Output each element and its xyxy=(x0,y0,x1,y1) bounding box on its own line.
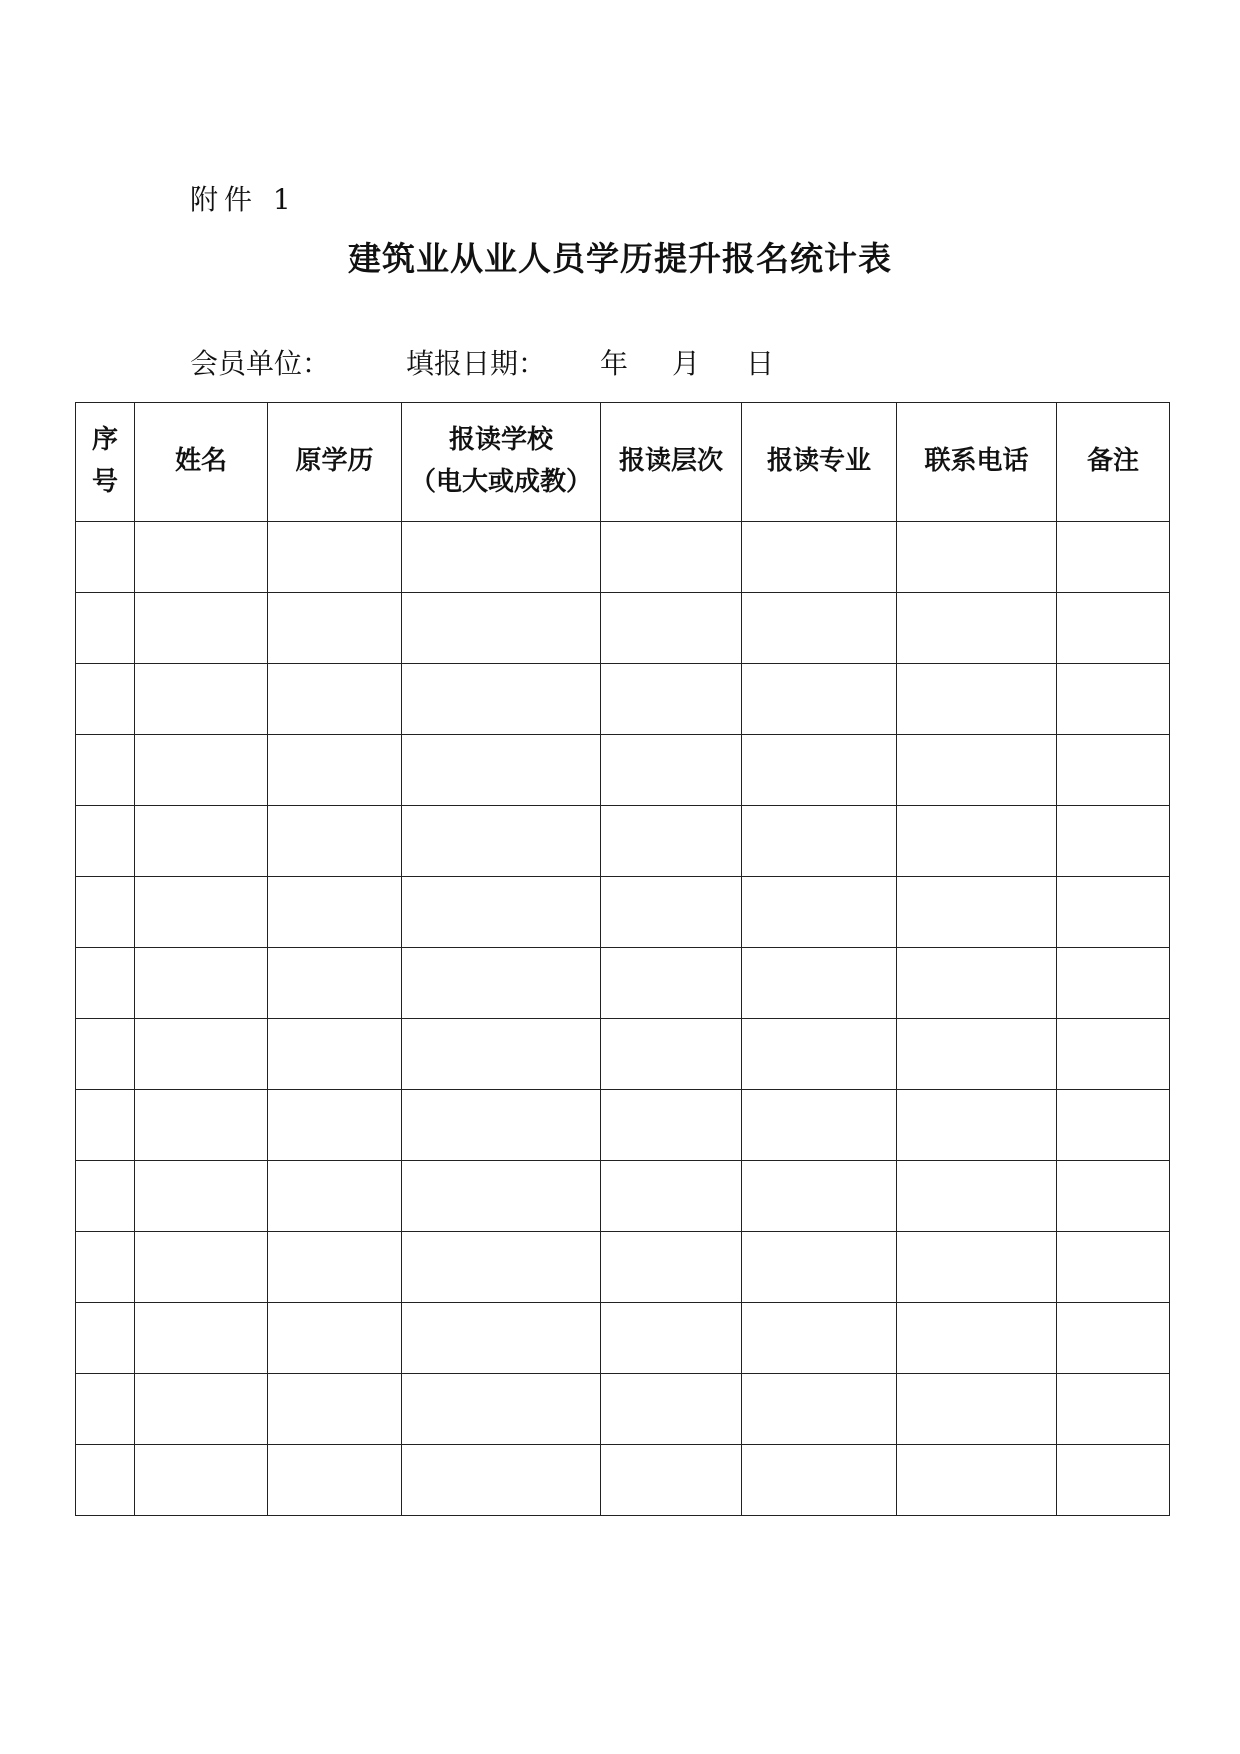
cell-school xyxy=(402,1090,601,1161)
cell-school xyxy=(402,1374,601,1445)
cell-name xyxy=(135,1303,268,1374)
cell-original-education xyxy=(268,948,402,1019)
col-header-remarks xyxy=(1057,403,1170,522)
col-header-name xyxy=(135,403,268,522)
cell-level xyxy=(601,806,742,877)
cell-phone xyxy=(897,1232,1057,1303)
cell-original-education xyxy=(268,664,402,735)
cell-serial xyxy=(76,522,135,593)
cell-major xyxy=(742,948,897,1019)
cell-school xyxy=(402,1303,601,1374)
cell-remarks xyxy=(1057,1303,1170,1374)
cell-phone xyxy=(897,948,1057,1019)
cell-major xyxy=(742,735,897,806)
col-header-remarks-label: 备注 xyxy=(1086,446,1139,477)
table-row xyxy=(76,948,1170,1019)
cell-remarks xyxy=(1057,1161,1170,1232)
cell-phone xyxy=(897,877,1057,948)
cell-serial xyxy=(76,877,135,948)
cell-major xyxy=(742,522,897,593)
cell-major xyxy=(742,1090,897,1161)
table-row xyxy=(76,1161,1170,1232)
registration-table xyxy=(75,402,1170,1516)
col-header-major xyxy=(742,403,897,522)
cell-name xyxy=(135,1019,268,1090)
cell-phone xyxy=(897,1019,1057,1090)
table-row xyxy=(76,1445,1170,1516)
col-header-major-label: 报读专业 xyxy=(766,446,871,477)
cell-remarks xyxy=(1057,948,1170,1019)
cell-name xyxy=(135,1161,268,1232)
cell-school xyxy=(402,877,601,948)
cell-level xyxy=(601,877,742,948)
cell-level xyxy=(601,1445,742,1516)
cell-name xyxy=(135,735,268,806)
cell-name xyxy=(135,1090,268,1161)
cell-phone xyxy=(897,806,1057,877)
cell-remarks xyxy=(1057,593,1170,664)
cell-serial xyxy=(76,1090,135,1161)
cell-school xyxy=(402,664,601,735)
cell-name xyxy=(135,806,268,877)
cell-phone xyxy=(897,1161,1057,1232)
col-header-school-line1: 报读学校 xyxy=(448,425,553,456)
cell-school xyxy=(402,522,601,593)
table-row xyxy=(76,877,1170,948)
table-row xyxy=(76,522,1170,593)
cell-level xyxy=(601,1161,742,1232)
cell-school xyxy=(402,1232,601,1303)
cell-name xyxy=(135,1445,268,1516)
cell-school xyxy=(402,806,601,877)
table-row xyxy=(76,806,1170,877)
cell-level xyxy=(601,593,742,664)
cell-school xyxy=(402,948,601,1019)
col-header-level xyxy=(601,403,742,522)
table-row xyxy=(76,1090,1170,1161)
cell-level xyxy=(601,1090,742,1161)
cell-remarks xyxy=(1057,1090,1170,1161)
col-header-serial xyxy=(76,403,135,522)
cell-serial xyxy=(76,1445,135,1516)
table-header-row xyxy=(76,403,1170,522)
cell-serial xyxy=(76,1303,135,1374)
cell-serial xyxy=(76,1374,135,1445)
cell-name xyxy=(135,1374,268,1445)
cell-original-education xyxy=(268,1019,402,1090)
cell-school xyxy=(402,1445,601,1516)
cell-major xyxy=(742,1303,897,1374)
cell-original-education xyxy=(268,1090,402,1161)
cell-phone xyxy=(897,1303,1057,1374)
fill-date-label: 填报日期： xyxy=(406,347,547,380)
col-header-school-line2: （电大或成教） xyxy=(409,467,592,497)
month-label: 月 xyxy=(672,347,701,380)
cell-original-education xyxy=(268,593,402,664)
col-header-phone xyxy=(897,403,1057,522)
col-header-school xyxy=(402,403,601,522)
cell-major xyxy=(742,1374,897,1445)
cell-original-education xyxy=(268,1232,402,1303)
table-row xyxy=(76,1232,1170,1303)
table-row xyxy=(76,1374,1170,1445)
cell-major xyxy=(742,1445,897,1516)
cell-name xyxy=(135,877,268,948)
cell-serial xyxy=(76,1161,135,1232)
col-header-serial-line1: 序 xyxy=(91,425,118,456)
cell-major xyxy=(742,806,897,877)
cell-level xyxy=(601,1232,742,1303)
cell-level xyxy=(601,1303,742,1374)
cell-remarks xyxy=(1057,1232,1170,1303)
cell-phone xyxy=(897,593,1057,664)
cell-original-education xyxy=(268,1303,402,1374)
cell-phone xyxy=(897,664,1057,735)
cell-serial xyxy=(76,806,135,877)
col-header-original-education-label: 原学历 xyxy=(295,446,374,477)
cell-level xyxy=(601,664,742,735)
cell-major xyxy=(742,1019,897,1090)
cell-phone xyxy=(897,522,1057,593)
cell-name xyxy=(135,1232,268,1303)
cell-remarks xyxy=(1057,735,1170,806)
cell-remarks xyxy=(1057,806,1170,877)
cell-remarks xyxy=(1057,877,1170,948)
cell-level xyxy=(601,1019,742,1090)
cell-original-education xyxy=(268,522,402,593)
cell-school xyxy=(402,1161,601,1232)
cell-original-education xyxy=(268,877,402,948)
cell-remarks xyxy=(1057,1019,1170,1090)
cell-level xyxy=(601,948,742,1019)
col-header-serial-line2: 号 xyxy=(91,467,118,497)
table-row xyxy=(76,735,1170,806)
cell-school xyxy=(402,1019,601,1090)
cell-phone xyxy=(897,1374,1057,1445)
cell-major xyxy=(742,1232,897,1303)
table-row xyxy=(76,1303,1170,1374)
cell-original-education xyxy=(268,735,402,806)
member-unit-label: 会员单位： xyxy=(190,347,331,380)
page-title: 建筑业从业人员学历提升报名统计表 xyxy=(348,239,892,278)
table-row xyxy=(76,1019,1170,1090)
table-row xyxy=(76,664,1170,735)
cell-major xyxy=(742,877,897,948)
cell-serial xyxy=(76,593,135,664)
cell-major xyxy=(742,664,897,735)
form-info-line xyxy=(190,342,890,382)
cell-remarks xyxy=(1057,1445,1170,1516)
cell-level xyxy=(601,735,742,806)
cell-original-education xyxy=(268,1445,402,1516)
cell-serial xyxy=(76,1019,135,1090)
cell-name xyxy=(135,948,268,1019)
cell-remarks xyxy=(1057,1374,1170,1445)
cell-serial xyxy=(76,735,135,806)
cell-school xyxy=(402,593,601,664)
cell-original-education xyxy=(268,1161,402,1232)
col-header-level-label: 报读层次 xyxy=(618,446,723,477)
cell-name xyxy=(135,522,268,593)
cell-major xyxy=(742,1161,897,1232)
cell-phone xyxy=(897,1090,1057,1161)
cell-original-education xyxy=(268,1374,402,1445)
cell-serial xyxy=(76,1232,135,1303)
table-body xyxy=(76,522,1170,1516)
year-label: 年 xyxy=(600,347,629,380)
attachment-label: 附件 1 xyxy=(190,183,297,216)
table-row xyxy=(76,593,1170,664)
col-header-phone-label: 联系电话 xyxy=(924,446,1029,477)
cell-remarks xyxy=(1057,522,1170,593)
cell-serial xyxy=(76,664,135,735)
cell-remarks xyxy=(1057,664,1170,735)
cell-name xyxy=(135,593,268,664)
col-header-original-education xyxy=(268,403,402,522)
col-header-name-label: 姓名 xyxy=(174,446,227,477)
day-label: 日 xyxy=(746,347,775,380)
cell-school xyxy=(402,735,601,806)
cell-name xyxy=(135,664,268,735)
cell-original-education xyxy=(268,806,402,877)
cell-serial xyxy=(76,948,135,1019)
cell-phone xyxy=(897,735,1057,806)
cell-major xyxy=(742,593,897,664)
cell-phone xyxy=(897,1445,1057,1516)
cell-level xyxy=(601,1374,742,1445)
cell-level xyxy=(601,522,742,593)
